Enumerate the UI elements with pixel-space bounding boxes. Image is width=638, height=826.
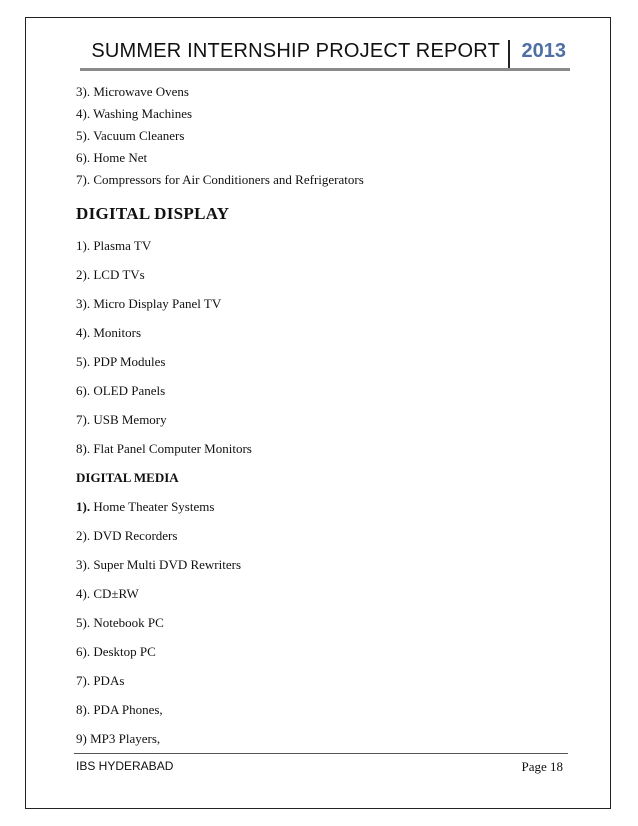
list-item: 3). Super Multi DVD Rewriters bbox=[76, 557, 242, 572]
header-title: SUMMER INTERNSHIP PROJECT REPORT bbox=[91, 40, 500, 62]
footer-rule bbox=[74, 753, 568, 754]
section-heading-digital-media: DIGITAL MEDIA bbox=[76, 470, 179, 485]
list-item: 8). Flat Panel Computer Monitors bbox=[76, 441, 252, 456]
list-item: 6). Desktop PC bbox=[76, 644, 156, 659]
list-item: 7). Compressors for Air Conditioners and Refrigerators bbox=[76, 172, 364, 187]
header-separator bbox=[508, 40, 510, 68]
list-item: 9) MP3 Players, bbox=[76, 731, 161, 746]
list-item: 5). Vacuum Cleaners bbox=[76, 128, 185, 143]
footer-page-number: Page 18 bbox=[521, 759, 563, 774]
header-year: 2013 bbox=[521, 40, 566, 62]
list-item: 4). Monitors bbox=[76, 325, 141, 340]
list-item bbox=[76, 499, 214, 515]
list-item-number: 1). bbox=[76, 499, 91, 514]
list-item: 1). Plasma TV bbox=[76, 238, 152, 253]
list-item: 5). PDP Modules bbox=[76, 354, 166, 369]
list-item: 3). Microwave Ovens bbox=[76, 84, 189, 99]
list-item: 4). Washing Machines bbox=[76, 106, 193, 121]
footer-institution: IBS HYDERABAD bbox=[76, 759, 174, 773]
section-heading-digital-display: DIGITAL DISPLAY bbox=[76, 204, 230, 223]
list-item: 7). PDAs bbox=[76, 673, 125, 688]
list-item: 6). OLED Panels bbox=[76, 383, 166, 398]
list-item-text: Home Theater Systems bbox=[90, 499, 215, 514]
list-item: 5). Notebook PC bbox=[76, 615, 164, 630]
list-item: 3). Micro Display Panel TV bbox=[76, 296, 222, 311]
list-item: 6). Home Net bbox=[76, 150, 148, 165]
list-item: 2). DVD Recorders bbox=[76, 528, 178, 543]
list-item: 8). PDA Phones, bbox=[76, 702, 163, 717]
page-header bbox=[80, 40, 568, 68]
list-item: 4). CD±RW bbox=[76, 586, 139, 601]
list-item: 2). LCD TVs bbox=[76, 267, 145, 282]
header-rule bbox=[80, 68, 570, 71]
list-item: 7). USB Memory bbox=[76, 412, 167, 427]
